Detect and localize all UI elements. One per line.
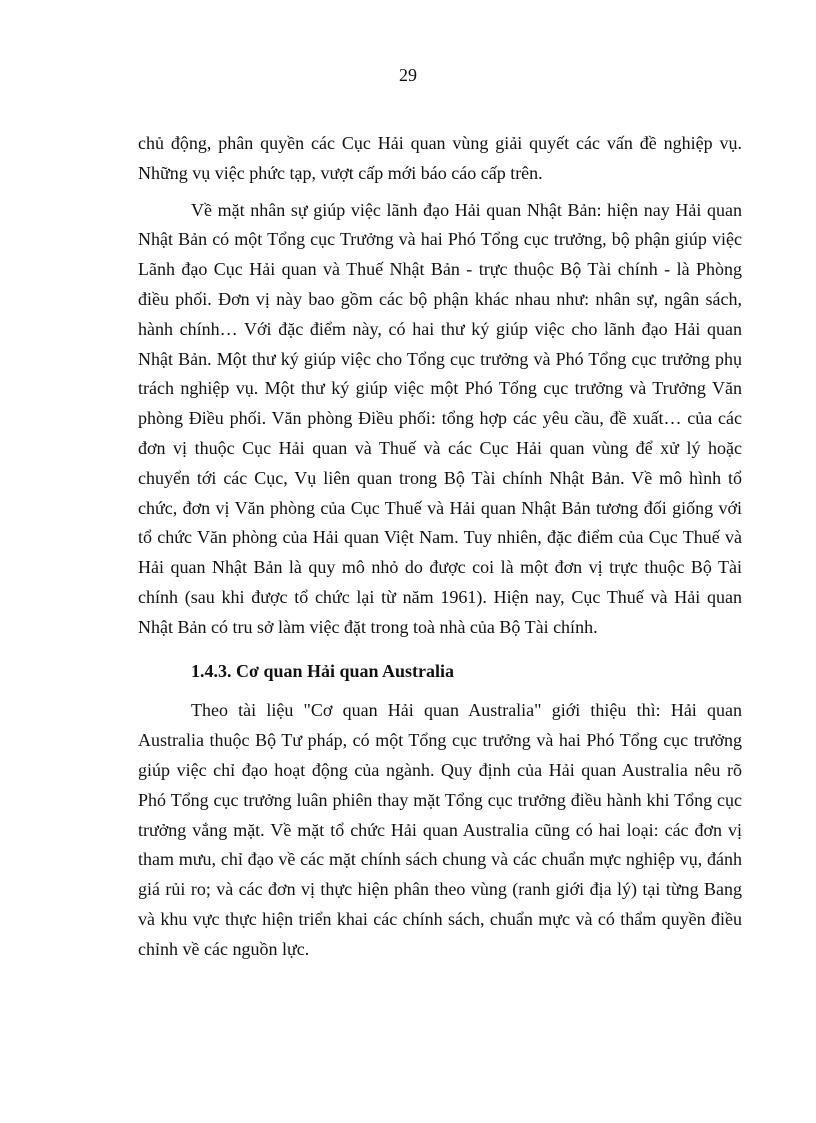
page-body: [138, 129, 742, 965]
paragraph-japan-staffing: Về mặt nhân sự giúp việc lãnh đạo Hải quan Nhật Bản: hiện nay Hải quan Nhật Bản có một Tổng cục Trưởng và hai Phó Tổng cục trưởng, bộ phận giúp việc Lãnh đạo Cục Hải quan và Thuế Nhật Bản - trực thuộc Bộ Tài chính - là Phòng điều phối. Đơn vị này bao gồm các bộ phận khác nhau như: nhân sự, ngân sách, hành chính… Với đặc điểm này, có hai thư ký giúp việc cho lãnh đạo Hải quan Nhật Bản. Một thư ký giúp việc cho Tổng cục trưởng và Phó Tổng cục trưởng phụ trách nghiệp vụ. Một thư ký giúp việc một Phó Tổng cục trưởng và Trưởng Văn phòng Điều phối. Văn phòng Điều phối: tổng hợp các yêu cầu, đề xuất… của các đơn vị thuộc Cục Hải quan và Thuế và các Cục Hải quan vùng để xử lý hoặc chuyển tới các Cục, Vụ liên quan trong Bộ Tài chính Nhật Bản. Về mô hình tổ chức, đơn vị Văn phòng của Cục Thuế và Hải quan Nhật Bản tương đối giống với tổ chức Văn phòng của Hải quan Việt Nam. Tuy nhiên, đặc điểm của Cục Thuế và Hải quan Nhật Bản là quy mô nhỏ do được coi là một đơn vị trực thuộc Bộ Tài chính (sau khi được tổ chức lại từ năm 1961). Hiện nay, Cục Thuế và Hải quan Nhật Bản có tru sở làm việc đặt trong toà nhà của Bộ Tài chính.: [138, 199, 742, 637]
paragraph-australia-customs: Theo tài liệu "Cơ quan Hải quan Australia" giới thiệu thì: Hải quan Australia thuộc Bộ Tư pháp, có một Tổng cục trưởng và hai Phó Tổng cục trưởng giúp việc chỉ đạo hoạt động của ngành. Quy định của Hải quan Australia nêu rõ Phó Tổng cục trưởng luân phiên thay mặt Tổng cục trưởng điều hành khi Tổng cục trưởng vắng mặt. Về mặt tổ chức Hải quan Australia cũng có hai loại: các đơn vị tham mưu, chỉ đạo về các mặt chính sách chung và các chuẩn mực nghiệp vụ, đánh giá rủi ro; và các đơn vị thực hiện phân theo vùng (ranh giới địa lý) tại từng Bang và khu vực thực hiện triển khai các chính sách, chuẩn mực và có thẩm quyền điều chỉnh về các nguồn lực.: [138, 700, 742, 959]
paragraph-continuation: chủ động, phân quyền các Cục Hải quan vùng giải quyết các vấn đề nghiệp vụ. Những vụ việc phức tạp, vượt cấp mới báo cáo cấp trên.: [138, 133, 742, 183]
page-number: 29: [399, 65, 417, 85]
section-heading: 1.4.3. Cơ quan Hải quan Australia: [191, 660, 455, 681]
